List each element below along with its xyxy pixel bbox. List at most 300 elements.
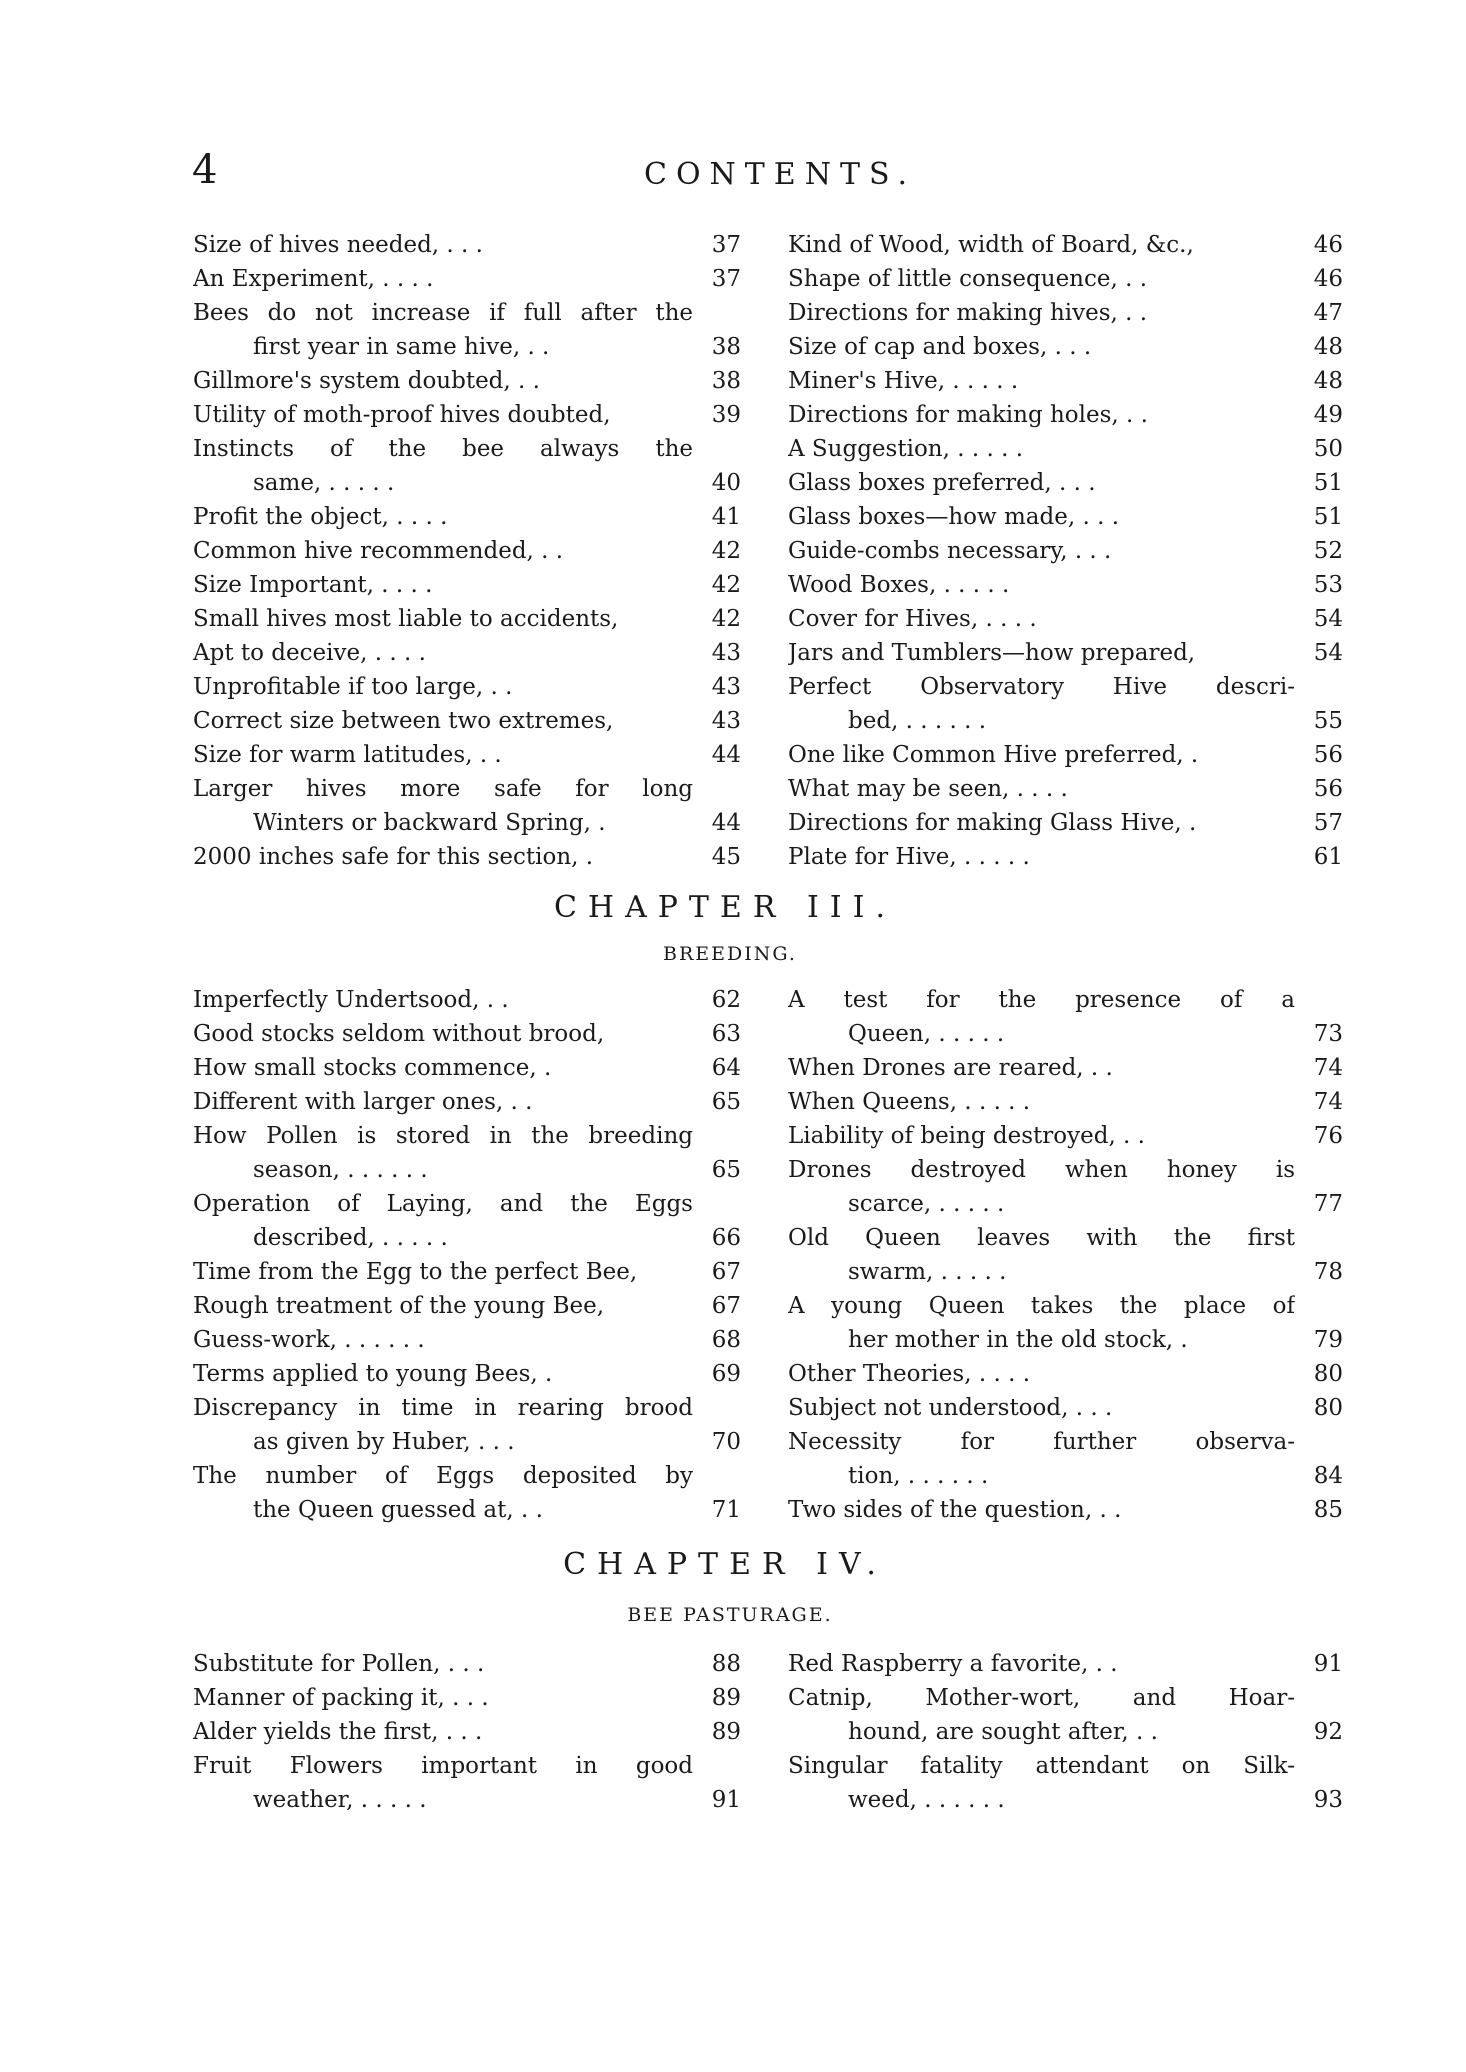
toc-entry-text: Shape of little consequence, . .: [788, 266, 1148, 292]
toc-entry-text: Wood Boxes, . . . . .: [788, 572, 1010, 598]
toc-entry: [193, 1681, 741, 1715]
toc-entry: [193, 1289, 741, 1323]
toc-page-number: 46: [1313, 232, 1343, 258]
toc-line: [193, 262, 741, 296]
toc-entry-text: Size for warm latitudes, . .: [193, 742, 502, 768]
toc-line: [788, 364, 1343, 398]
toc-entry: [193, 772, 741, 840]
toc-page-number: 80: [1313, 1361, 1343, 1387]
toc-line: [193, 534, 741, 568]
toc-entry-text: Larger hives more safe for long: [193, 776, 693, 802]
toc-line: [193, 432, 741, 466]
toc-page-number: 65: [711, 1089, 741, 1115]
toc-entry-text: Plate for Hive, . . . . .: [788, 844, 1030, 870]
toc-entry: [788, 466, 1343, 500]
running-title: CONTENTS.: [644, 157, 916, 192]
toc-entry: [193, 1647, 741, 1681]
toc-page-number: 41: [711, 504, 741, 530]
toc-entry-text: Operation of Laying, and the Eggs: [193, 1191, 693, 1217]
toc-line: [193, 738, 741, 772]
toc-line: [788, 636, 1343, 670]
toc-entry: [193, 568, 741, 602]
toc-entry-text: Guess-work, . . . . . .: [193, 1327, 425, 1353]
toc-page-number: 38: [711, 368, 741, 394]
toc-line: [193, 1323, 741, 1357]
toc-page-number: 55: [1313, 708, 1343, 734]
toc-page-number: 70: [711, 1429, 741, 1455]
toc-page-number: 76: [1313, 1123, 1343, 1149]
toc-entry-text: Different with larger ones, . .: [193, 1089, 533, 1115]
toc-entry-text: as given by Huber, . . .: [253, 1429, 515, 1455]
toc-line: [193, 806, 741, 840]
toc-entry-text: A test for the presence of a: [788, 987, 1295, 1013]
page-number: 4: [192, 147, 218, 193]
toc-line: [788, 983, 1343, 1017]
toc-line: [788, 1153, 1343, 1187]
toc-entry-text: Jars and Tumblers—how prepared,: [788, 640, 1196, 666]
toc-page-number: 43: [711, 640, 741, 666]
toc-entry: [193, 1017, 741, 1051]
toc-page-number: 44: [711, 810, 741, 836]
toc-entry: [193, 262, 741, 296]
toc-page-number: 62: [711, 987, 741, 1013]
toc-line: [788, 500, 1343, 534]
toc-page-number: 37: [711, 232, 741, 258]
toc-line: [788, 1459, 1343, 1493]
contents-block-ch3: [193, 983, 1343, 1527]
toc-entry-text: A young Queen takes the place of: [788, 1293, 1295, 1319]
toc-entry: [788, 330, 1343, 364]
toc-entry: [788, 364, 1343, 398]
toc-line: [788, 1391, 1343, 1425]
toc-line: [193, 1681, 741, 1715]
toc-page-number: 42: [711, 606, 741, 632]
toc-entry: [193, 1749, 741, 1817]
toc-entry: [193, 840, 741, 874]
toc-page-number: 61: [1313, 844, 1343, 870]
toc-entry-text: swarm, . . . . .: [848, 1259, 1007, 1285]
toc-page-number: 92: [1313, 1719, 1343, 1745]
toc-entry: [193, 704, 741, 738]
toc-entry-text: Two sides of the question, . .: [788, 1497, 1122, 1523]
toc-entry: [193, 1085, 741, 1119]
toc-line: [193, 1085, 741, 1119]
toc-line: [193, 500, 741, 534]
toc-entry: [193, 1357, 741, 1391]
toc-line: [788, 1681, 1343, 1715]
section-heading: BEE PASTURAGE.: [627, 1604, 833, 1626]
toc-entry: [788, 806, 1343, 840]
toc-entry-text: How Pollen is stored in the breeding: [193, 1123, 693, 1149]
toc-page-number: 74: [1313, 1089, 1343, 1115]
toc-entry: [788, 1647, 1343, 1681]
toc-entry: [788, 1681, 1343, 1749]
toc-page-number: 49: [1313, 402, 1343, 428]
toc-entry-text: Rough treatment of the young Bee,: [193, 1293, 605, 1319]
toc-entry-text: Glass boxes—how made, . . .: [788, 504, 1120, 530]
toc-entry-text: Manner of packing it, . . .: [193, 1685, 489, 1711]
toc-entry-text: season, . . . . . .: [253, 1157, 428, 1183]
contents-column-left: [193, 1647, 741, 1817]
toc-entry-text: Subject not understood, . . .: [788, 1395, 1113, 1421]
toc-line: [193, 1255, 741, 1289]
toc-entry: [788, 983, 1343, 1051]
toc-page-number: 43: [711, 674, 741, 700]
toc-entry: [788, 1749, 1343, 1817]
toc-entry: [788, 636, 1343, 670]
toc-line: [788, 1425, 1343, 1459]
toc-entry: [788, 772, 1343, 806]
toc-entry-text: first year in same hive, . .: [253, 334, 550, 360]
toc-entry: [788, 1221, 1343, 1289]
toc-line: [193, 1783, 741, 1817]
toc-entry: [788, 1391, 1343, 1425]
toc-entry-text: Necessity for further observa-: [788, 1429, 1295, 1455]
toc-entry: [788, 1119, 1343, 1153]
toc-entry-text: Red Raspberry a favorite, . .: [788, 1651, 1118, 1677]
toc-entry: [788, 262, 1343, 296]
toc-entry-text: Size of cap and boxes, . . .: [788, 334, 1092, 360]
toc-line: [788, 1255, 1343, 1289]
toc-entry: [788, 500, 1343, 534]
toc-line: [788, 1051, 1343, 1085]
toc-line: [788, 806, 1343, 840]
toc-entry: [788, 738, 1343, 772]
toc-entry-text: hound, are sought after, . .: [848, 1719, 1158, 1745]
toc-entry-text: Kind of Wood, width of Board, &c.,: [788, 232, 1194, 258]
contents-block-ch4: [193, 1647, 1343, 1817]
toc-page-number: 37: [711, 266, 741, 292]
toc-entry-text: How small stocks commence, .: [193, 1055, 552, 1081]
toc-entry-text: When Queens, . . . . .: [788, 1089, 1031, 1115]
toc-line: [193, 772, 741, 806]
toc-entry: [193, 432, 741, 500]
toc-line: [193, 398, 741, 432]
toc-entry-text: Liability of being destroyed, . .: [788, 1123, 1145, 1149]
toc-entry: [788, 534, 1343, 568]
toc-entry-text: bed, . . . . . .: [848, 708, 987, 734]
toc-entry-text: Fruit Flowers important in good: [193, 1753, 693, 1779]
toc-page-number: 79: [1313, 1327, 1343, 1353]
toc-line: [193, 1391, 741, 1425]
toc-entry: [788, 1051, 1343, 1085]
toc-page-number: 53: [1313, 572, 1343, 598]
toc-entry-text: Size of hives needed, . . .: [193, 232, 483, 258]
toc-entry-text: Queen, . . . . .: [848, 1021, 1005, 1047]
toc-entry: [193, 602, 741, 636]
toc-entry: [193, 398, 741, 432]
toc-page-number: 50: [1313, 436, 1343, 462]
toc-line: [788, 432, 1343, 466]
toc-line: [193, 1051, 741, 1085]
toc-entry-text: Correct size between two extremes,: [193, 708, 614, 734]
toc-page-number: 68: [711, 1327, 741, 1353]
toc-entry-text: Unprofitable if too large, . .: [193, 674, 513, 700]
toc-line: [193, 1749, 741, 1783]
toc-page-number: 89: [711, 1685, 741, 1711]
toc-line: [788, 330, 1343, 364]
toc-entry-text: Bees do not increase if full after the: [193, 300, 693, 326]
toc-page-number: 77: [1313, 1191, 1343, 1217]
toc-entry: [193, 983, 741, 1017]
toc-line: [788, 772, 1343, 806]
toc-line: [193, 364, 741, 398]
contents-column-right: [788, 228, 1343, 874]
toc-entry-text: tion, . . . . . .: [848, 1463, 989, 1489]
toc-entry: [788, 670, 1343, 738]
contents-column-left: [193, 983, 741, 1527]
toc-line: [193, 296, 741, 330]
toc-entry-text: Small hives most liable to accidents,: [193, 606, 619, 632]
toc-page-number: 51: [1313, 504, 1343, 530]
toc-page-number: 54: [1313, 640, 1343, 666]
toc-entry-text: Directions for making holes, . .: [788, 402, 1148, 428]
toc-page-number: 56: [1313, 742, 1343, 768]
toc-page-number: 51: [1313, 470, 1343, 496]
toc-page-number: 80: [1313, 1395, 1343, 1421]
toc-entry-text: Cover for Hives, . . . .: [788, 606, 1037, 632]
toc-page-number: 64: [711, 1055, 741, 1081]
toc-page-number: 56: [1313, 776, 1343, 802]
toc-entry-text: Guide-combs necessary, . . .: [788, 538, 1112, 564]
contents-column-left: [193, 228, 741, 874]
toc-entry-text: Winters or backward Spring, .: [253, 810, 606, 836]
toc-line: [788, 534, 1343, 568]
toc-line: [788, 670, 1343, 704]
toc-entry-text: A Suggestion, . . . . .: [788, 436, 1024, 462]
toc-page-number: 73: [1313, 1021, 1343, 1047]
toc-page-number: 38: [711, 334, 741, 360]
toc-line: [788, 1783, 1343, 1817]
toc-line: [193, 1119, 741, 1153]
toc-entry-text: Profit the object, . . . .: [193, 504, 448, 530]
toc-entry: [193, 1119, 741, 1187]
toc-entry: [193, 636, 741, 670]
toc-entry-text: scarce, . . . . .: [848, 1191, 1005, 1217]
toc-line: [193, 1493, 741, 1527]
toc-line: [788, 296, 1343, 330]
toc-entry-text: Glass boxes preferred, . . .: [788, 470, 1096, 496]
toc-entry-text: same, . . . . .: [253, 470, 395, 496]
toc-line: [193, 1221, 741, 1255]
toc-line: [193, 1715, 741, 1749]
toc-line: [193, 466, 741, 500]
toc-entry: [193, 1323, 741, 1357]
toc-page-number: 48: [1313, 368, 1343, 394]
toc-entry-text: 2000 inches safe for this section, .: [193, 844, 594, 870]
toc-entry: [788, 228, 1343, 262]
toc-entry: [193, 500, 741, 534]
toc-entry: [193, 534, 741, 568]
toc-page-number: 65: [711, 1157, 741, 1183]
toc-line: [193, 1647, 741, 1681]
toc-line: [788, 1749, 1343, 1783]
toc-page-number: 45: [711, 844, 741, 870]
toc-line: [788, 1323, 1343, 1357]
toc-entry: [788, 840, 1343, 874]
toc-entry-text: Instincts of the bee always the: [193, 436, 693, 462]
toc-line: [788, 1357, 1343, 1391]
toc-entry-text: the Queen guessed at, . .: [253, 1497, 543, 1523]
toc-page-number: 46: [1313, 266, 1343, 292]
toc-entry: [193, 1715, 741, 1749]
toc-line: [193, 670, 741, 704]
toc-line: [193, 330, 741, 364]
toc-entry-text: Utility of moth-proof hives doubted,: [193, 402, 611, 428]
toc-entry-text: Directions for making hives, . .: [788, 300, 1148, 326]
toc-entry-text: Gillmore's system doubted, . .: [193, 368, 540, 394]
toc-line: [193, 568, 741, 602]
toc-entry-text: Perfect Observatory Hive descri-: [788, 674, 1295, 700]
toc-line: [788, 1221, 1343, 1255]
toc-page-number: 42: [711, 538, 741, 564]
toc-line: [193, 983, 741, 1017]
toc-line: [788, 738, 1343, 772]
section-heading: BREEDING.: [663, 943, 797, 965]
toc-entry-text: Discrepancy in time in rearing brood: [193, 1395, 693, 1421]
toc-page-number: 67: [711, 1293, 741, 1319]
toc-line: [788, 1119, 1343, 1153]
chapter-heading: CHAPTER IV.: [563, 1547, 887, 1582]
toc-page-number: 57: [1313, 810, 1343, 836]
toc-line: [193, 228, 741, 262]
toc-entry: [193, 1459, 741, 1527]
toc-entry: [788, 1357, 1343, 1391]
toc-entry: [193, 364, 741, 398]
toc-entry-text: Drones destroyed when honey is: [788, 1157, 1295, 1183]
toc-line: [193, 1153, 741, 1187]
chapter-heading: CHAPTER III.: [553, 890, 897, 925]
toc-entry: [788, 1289, 1343, 1357]
toc-line: [193, 1289, 741, 1323]
toc-page-number: 88: [711, 1651, 741, 1677]
toc-page-number: 54: [1313, 606, 1343, 632]
toc-line: [788, 568, 1343, 602]
toc-line: [788, 1017, 1343, 1051]
toc-entry: [788, 1425, 1343, 1493]
toc-line: [193, 1425, 741, 1459]
toc-page-number: 71: [711, 1497, 741, 1523]
toc-entry-text: When Drones are reared, . .: [788, 1055, 1113, 1081]
toc-line: [788, 1715, 1343, 1749]
toc-line: [788, 1289, 1343, 1323]
toc-page-number: 89: [711, 1719, 741, 1745]
toc-line: [788, 704, 1343, 738]
toc-line: [193, 1357, 741, 1391]
toc-line: [788, 398, 1343, 432]
toc-entry: [193, 1187, 741, 1255]
toc-entry-text: Other Theories, . . . .: [788, 1361, 1031, 1387]
toc-page-number: 91: [1313, 1651, 1343, 1677]
toc-entry-text: What may be seen, . . . .: [788, 776, 1068, 802]
toc-entry-text: An Experiment, . . . .: [193, 266, 434, 292]
toc-entry: [193, 1391, 741, 1459]
toc-page-number: 42: [711, 572, 741, 598]
toc-entry-text: Alder yields the first, . . .: [193, 1719, 483, 1745]
toc-page-number: 66: [711, 1225, 741, 1251]
toc-page-number: 47: [1313, 300, 1343, 326]
toc-page-number: 43: [711, 708, 741, 734]
toc-entry: [788, 568, 1343, 602]
toc-entry: [788, 1085, 1343, 1119]
toc-entry: [193, 296, 741, 364]
toc-entry-text: weather, . . . . .: [253, 1787, 427, 1813]
toc-page-number: 40: [711, 470, 741, 496]
toc-entry-text: Directions for making Glass Hive, .: [788, 810, 1197, 836]
toc-page-number: 85: [1313, 1497, 1343, 1523]
toc-line: [193, 1459, 741, 1493]
toc-entry-text: described, . . . . .: [253, 1225, 448, 1251]
toc-line: [788, 602, 1343, 636]
toc-page-number: 39: [711, 402, 741, 428]
toc-page-number: 44: [711, 742, 741, 768]
toc-page-number: 67: [711, 1259, 741, 1285]
toc-entry: [788, 432, 1343, 466]
toc-page-number: 52: [1313, 538, 1343, 564]
toc-line: [788, 1085, 1343, 1119]
toc-entry-text: Catnip, Mother-wort, and Hoar-: [788, 1685, 1295, 1711]
toc-line: [193, 704, 741, 738]
toc-entry: [193, 1051, 741, 1085]
toc-page-number: 91: [711, 1787, 741, 1813]
toc-entry: [788, 398, 1343, 432]
toc-line: [788, 262, 1343, 296]
toc-entry-text: One like Common Hive preferred, .: [788, 742, 1199, 768]
toc-entry: [788, 602, 1343, 636]
contents-block-ch2: [193, 228, 1343, 874]
toc-line: [193, 840, 741, 874]
toc-line: [193, 602, 741, 636]
toc-entry: [193, 228, 741, 262]
toc-entry-text: Time from the Egg to the perfect Bee,: [193, 1259, 638, 1285]
toc-entry: [193, 1255, 741, 1289]
toc-page-number: 74: [1313, 1055, 1343, 1081]
toc-entry-text: Size Important, . . . .: [193, 572, 433, 598]
toc-entry: [193, 738, 741, 772]
toc-entry-text: Apt to deceive, . . . .: [193, 640, 426, 666]
toc-entry-text: Miner's Hive, . . . . .: [788, 368, 1019, 394]
toc-entry-text: Common hive recommended, . .: [193, 538, 564, 564]
toc-line: [788, 1647, 1343, 1681]
toc-entry: [788, 296, 1343, 330]
contents-column-right: [788, 983, 1343, 1527]
toc-page-number: 78: [1313, 1259, 1343, 1285]
toc-line: [788, 1187, 1343, 1221]
toc-line: [193, 636, 741, 670]
toc-line: [788, 466, 1343, 500]
toc-page-number: 48: [1313, 334, 1343, 360]
toc-entry: [788, 1153, 1343, 1221]
toc-entry-text: Imperfectly Undertsood, . .: [193, 987, 509, 1013]
toc-entry-text: Good stocks seldom without brood,: [193, 1021, 605, 1047]
toc-line: [788, 228, 1343, 262]
toc-entry-text: Singular fatality attendant on Silk-: [788, 1753, 1295, 1779]
toc-entry-text: weed, . . . . . .: [848, 1787, 1005, 1813]
contents-column-right: [788, 1647, 1343, 1817]
toc-entry-text: The number of Eggs deposited by: [193, 1463, 693, 1489]
toc-entry-text: Terms applied to young Bees, .: [193, 1361, 553, 1387]
toc-page-number: 69: [711, 1361, 741, 1387]
toc-line: [788, 840, 1343, 874]
toc-page-number: 93: [1313, 1787, 1343, 1813]
toc-line: [788, 1493, 1343, 1527]
toc-page-number: 84: [1313, 1463, 1343, 1489]
toc-entry-text: her mother in the old stock, .: [848, 1327, 1188, 1353]
toc-line: [193, 1187, 741, 1221]
toc-line: [193, 1017, 741, 1051]
toc-entry-text: Old Queen leaves with the first: [788, 1225, 1295, 1251]
toc-entry-text: Substitute for Pollen, . . .: [193, 1651, 485, 1677]
